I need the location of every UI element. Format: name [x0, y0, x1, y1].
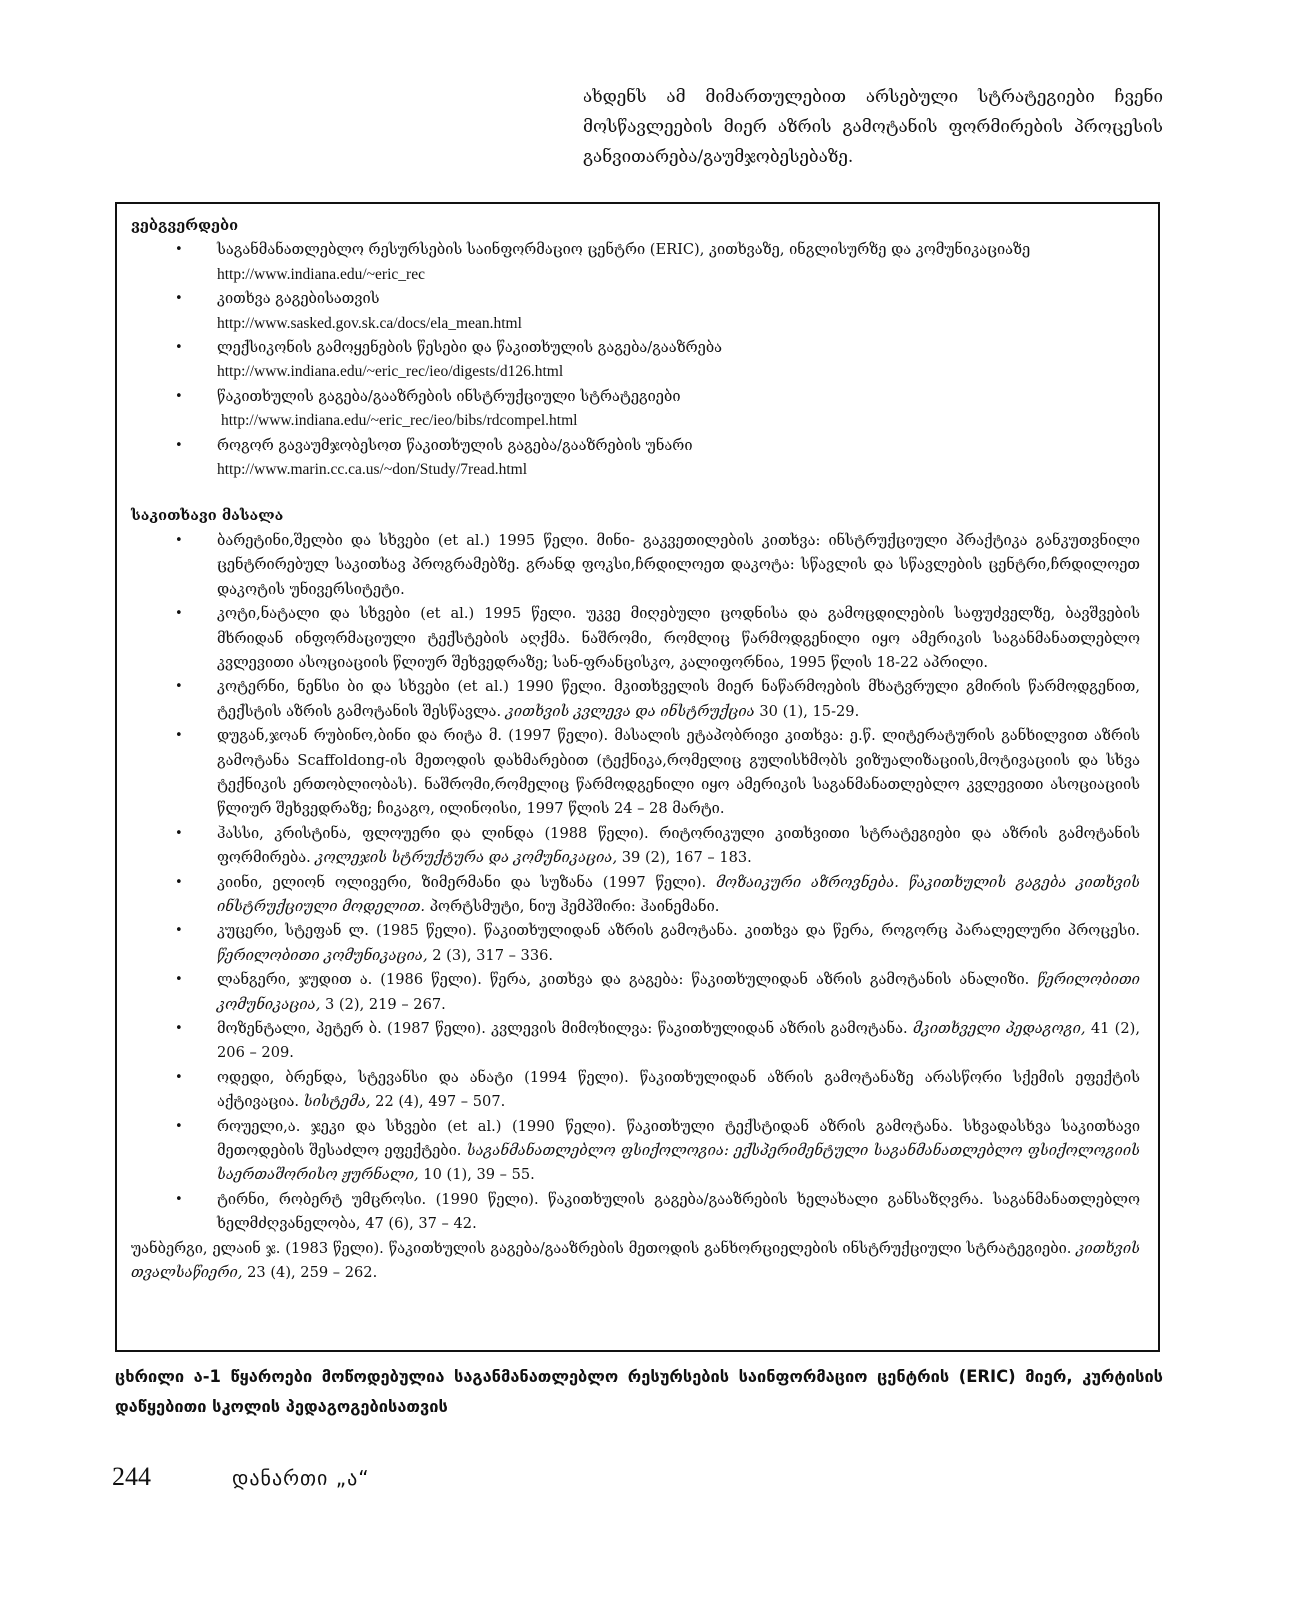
- reading-text: დუგან,ჯოან რუბინო,ბინი და რიტა მ. (1997 წელი). მასალის ეტაპობრივი კითხვა: ე.წ. ლიტერატურის განხილვით აზრის გამოტანა Scaffoldong-ის მეთოდის დახმარებით (ტექნიკა,რომელიც გულისხმობს ვიზუალიზაციის,მოტივაციის და სხვა ტექნიკის ერთობლიობას). ნაშრომი,რომელიც წარმოდგენილი იყო ამერიკის საგანმანათლებლო კვლევითი ასოციაციის წლიურ შეხვედრაზე; ჩიკაგო, ილინოისი, 1997 წლის 24 – 28 მარტი.: [217, 727, 1140, 818]
- reading-citation: 22 (4), 497 – 507.: [370, 1093, 506, 1111]
- reading-text: ბარეტინი,შელბი და სხვები (et al.) 1995 წელი. მინი- გაკვეთილების კითხვა: ინსტრუქციული პრაქტიკა განკუთვნილი ცენტრირებულ საკითხავ პროგრამებზე. გრანდ ფოკსი,ჩრდილოეთ დაკოტა: სწავლის და სწავლების ცენტრი,ჩრდილოეთ დაკოტის უნივერსიტეტი.: [217, 531, 1140, 598]
- reading-text: მოზენტალი, პეტერ ბ. (1987 წელი). კვლევის მიმოხილვა: წაკითხულიდან აზრის გამოტანა.: [217, 1020, 913, 1037]
- website-link[interactable]: http://www.marin.cc.ca.us/~don/Study/7read.html: [217, 461, 528, 479]
- reading-source: კითხვის თვალსაწიერი,: [131, 1239, 1140, 1282]
- reading-source: მკითხველი პედაგოგი,: [912, 1020, 1086, 1037]
- reading-text: კოტი,ნატალი და სხვები (et al.) 1995 წელი. უკვე მიღებული ცოდნისა და გამოცდილების საფუძველზე, ბავშვების მხრიდან ინფორმაციული ტექსტების აღქმა. ნაშრომი, რომლიც წარმოდგენილი იყო ამერიკის საგანმანათლებლო კვლევითი ასოციაციის წლიურ შეხვედრაზე; სან-ფრანცისკო, კალიფორნია, 1995 წლის 18-22 აპრილი.: [217, 605, 1140, 671]
- appendix-label: დანართი „ა“: [232, 1466, 370, 1490]
- reading-source: წერილობითი კომუნიკაცია,: [217, 946, 428, 964]
- website-label: როგორ გავაუმჯობესოთ წაკითხულის გაგება/გააზრების უნარი: [217, 436, 693, 454]
- reading-title: საკითხავი მასალა: [131, 507, 284, 525]
- reading-item: [131, 871, 1140, 920]
- reading-text: უანბერგი, ელაინ ჯ. (1983 წელი). წაკითხულის გაგება/გააზრების მეთოდის განხორციელების ინსტრუქციული სტრატეგიები.: [131, 1239, 1077, 1257]
- reading-item: [131, 602, 1140, 675]
- reading-text: როუელი,ა. ჯეკი და სხვები (et al.) (1990 წელი). წაკითხული ტექსტიდან აზრის გამოტანა. სხვადასხვა საკითხავი მეთოდების შესაძლო ეფექტები.: [217, 1117, 1140, 1160]
- website-item: [131, 287, 1140, 336]
- reading-source: კითხვის კვლევა და ინსტრუქცია: [505, 702, 755, 720]
- website-label: საგანმანათლებლო რესურსების საინფორმაციო ცენტრი (ERIC), კითხვაზე, ინგლისურზე და კომუნიკაციაზე: [217, 241, 1031, 259]
- website-link[interactable]: http://www.indiana.edu/~eric_rec: [217, 265, 425, 283]
- reading-item: [131, 1115, 1140, 1188]
- reading-source: წერილობითი კომუნიკაცია,: [217, 971, 1140, 1013]
- reading-citation: 41 (2), 206 – 209.: [217, 1020, 1140, 1062]
- reading-item: [131, 1066, 1140, 1115]
- website-label: კითხვა გაგებისათვის: [217, 290, 380, 308]
- reading-citation: 3 (2), 219 – 267.: [320, 995, 446, 1013]
- page-number: 244: [112, 1462, 151, 1491]
- reading-citation: 2 (3), 317 – 336.: [427, 946, 554, 964]
- reading-text: კოტერნი, ნენსი ბი და სხვები (et al.) 1990 წელი. მკითხველის მიერ ნაწარმოების მხატვრული გმირის წარმოდგენით, ტექსტის აზრის გამოტანის შესწავლა.: [217, 678, 1140, 720]
- websites-list: [131, 238, 1140, 482]
- reading-text: კუცერი, სტეფან ლ. (1985 წელი). წაკითხულიდან აზრის გამოტანა. კითხვა და წერა, როგორც პარალელური პროცესი.: [217, 922, 1140, 940]
- website-link[interactable]: http://www.sasked.gov.sk.ca/docs/ela_mean.html: [217, 314, 522, 332]
- reading-text: კიინი, ელიონ ოლივერი, ზიმერმანი და სუზანა (1997 წელი).: [217, 873, 717, 891]
- reading-citation: 30 (1), 15-29.: [754, 702, 860, 720]
- reading-item: [131, 1188, 1140, 1237]
- reading-item: [131, 968, 1140, 1017]
- reading-source: მოზაიკური აზროვნება. წაკითხულის გაგება კითხვის ინსტრუქციული მოდელით.: [217, 873, 1140, 915]
- reading-citation: 10 (1), 39 – 55.: [418, 1166, 535, 1184]
- website-label: წაკითხულის გაგება/გააზრების ინსტრუქციული სტრატეგიები: [217, 387, 681, 405]
- reading-citation: 23 (4), 259 – 262.: [242, 1264, 378, 1282]
- website-link[interactable]: http://www.indiana.edu/~eric_rec/ieo/bibs/rdcompel.html: [221, 412, 578, 430]
- websites-title: ვებგვერდები: [131, 217, 239, 234]
- reading-source: სისტემა,: [303, 1093, 371, 1111]
- reading-item: [131, 919, 1140, 968]
- reading-list: [131, 529, 1140, 1237]
- reading-text: ოდედი, ბრენდა, სტევანსი და ანატი (1994 წელი). წაკითხულიდან აზრის გამოტანაზე არასწორი სქემის ეფექტის აქტივაცია.: [217, 1068, 1140, 1111]
- website-item: [131, 385, 1140, 434]
- reading-source: საგანმანათლებლო ფსიქოლოგია: ექსპერიმენტული საგანმანათლებლო ფსიქოლოგიის საერთაშორისო ჟურნალი,: [217, 1142, 1140, 1184]
- reading-item: [131, 822, 1140, 871]
- reading-source: კოლეჯის სტრუქტურა და კომუნიკაცია,: [315, 849, 618, 867]
- reading-citation: 39 (2), 167 – 183.: [617, 849, 752, 867]
- reading-item: [131, 724, 1140, 822]
- reading-item: [131, 1017, 1140, 1066]
- reading-text: ტირნი, რობერტ უმცროსი. (1990 წელი). წაკითხულის გაგება/გააზრების ხელახალი განსაზღვრა. საგანმანათლებლო ხელმძღვანელობა, 47 (6), 37 – 42.: [217, 1190, 1140, 1233]
- reading-item: [131, 529, 1140, 602]
- reading-text: ლანგერი, ჯუდით ა. (1986 წელი). წერა, კითხვა და გაგება: წაკითხულიდან აზრის გამოტანის ანალიზი.: [217, 971, 1038, 989]
- table-caption: ცხრილი ა-1 წყაროები მოწოდებულია საგანმანათლებლო რესურსების საინფორმაციო ცენტრის (ERIC) მიერ, კურტისის დაწყებითი სკოლის პედაგოგებისათვის: [115, 1367, 1163, 1416]
- website-item: [131, 336, 1140, 385]
- intro-paragraph: ახდენს ამ მიმართულებით არსებული სტრატეგიები ჩვენი მოსწავლეების მიერ აზრის გამოტანის ფორმირების პროცესის განვითარება/გაუმჯობესებაზე.: [583, 87, 1163, 167]
- resources-table: [115, 202, 1160, 1352]
- reading-item: [131, 675, 1140, 724]
- website-item: [131, 434, 1140, 483]
- reading-citation: პორტსმუტი, ნიუ ჰემპშირი: ჰაინემანი.: [425, 897, 720, 915]
- reading-trailing-entry: [131, 1237, 1140, 1286]
- website-item: [131, 238, 1140, 287]
- website-label: ლექსიკონის გამოყენების წესები და წაკითხულის გაგება/გააზრება: [217, 339, 723, 357]
- website-link[interactable]: http://www.indiana.edu/~eric_rec/ieo/digests/d126.html: [217, 363, 564, 381]
- reading-text: ჰასსი, კრისტინა, ფლოუერი და ლინდა (1988 წელი). რიტორიკული კითხვითი სტრატეგიები და აზრის გამოტანის ფორმირება.: [217, 824, 1140, 867]
